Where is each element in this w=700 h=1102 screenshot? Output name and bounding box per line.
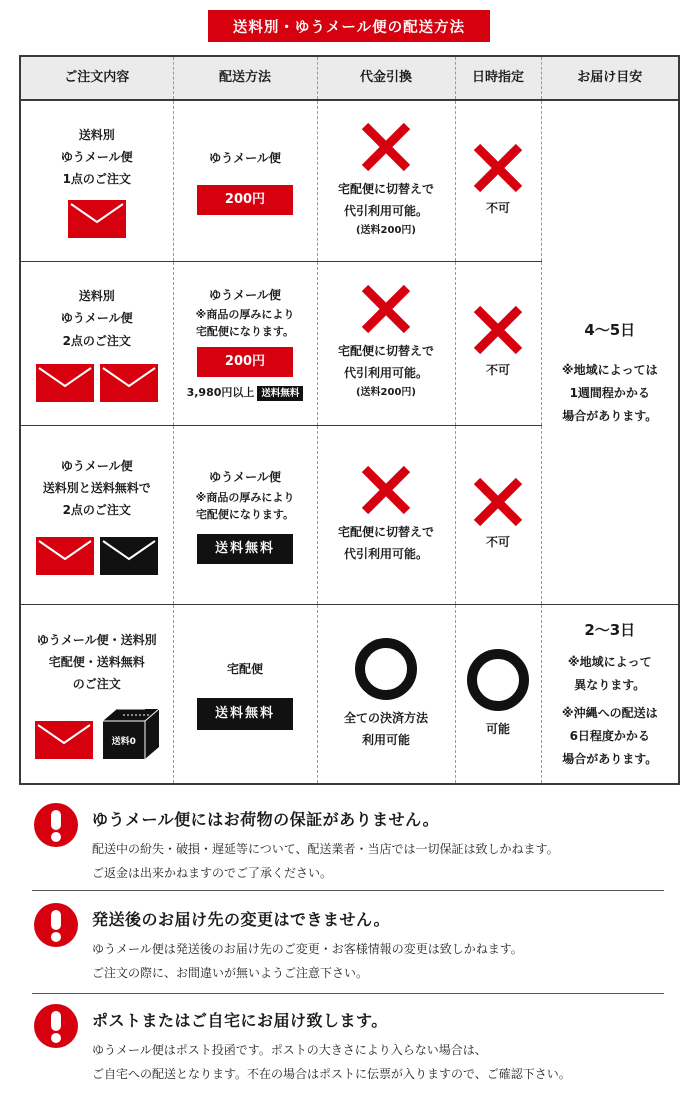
method-note: 宅配便になります。 xyxy=(195,325,295,339)
order-line: のご注文 xyxy=(72,677,121,692)
box-label: 送料0 xyxy=(111,737,136,748)
exclamation-icon xyxy=(34,1004,78,1048)
method-note: 宅配便になります。 xyxy=(195,508,295,522)
cross-icon xyxy=(361,122,411,172)
header-date: 日時指定 xyxy=(455,56,541,100)
order-line: 2点のご注文 xyxy=(62,333,131,348)
order-cell xyxy=(20,426,173,605)
price-box: 200円 xyxy=(197,347,293,377)
date-text: 不可 xyxy=(485,363,510,378)
notice-heading: ゆうメール便にはお荷物の保証がありません。 xyxy=(92,810,440,829)
method-cell xyxy=(173,426,317,605)
cod-text: 宅配便に切替えで xyxy=(337,181,434,196)
cod-text: 全ての決済方法 xyxy=(343,710,428,725)
cod-text: 代引利用可能。 xyxy=(343,547,428,561)
delivery-note: 6日程度かかる xyxy=(569,729,650,744)
red-envelope-icon xyxy=(35,721,93,759)
delivery-note: 1週間程かかる xyxy=(569,385,650,400)
delivery-note: ※沖縄への配送は xyxy=(561,706,658,721)
cross-icon xyxy=(473,305,523,355)
notice-body-line: ゆうメール便はポスト投函です。ポストの大きさにより入らない場合は、 xyxy=(92,1043,487,1057)
order-line: 2点のご注文 xyxy=(62,503,131,518)
delivery-days: 4〜5日 xyxy=(584,321,636,340)
cod-cell xyxy=(317,426,455,605)
order-line: 1点のご注文 xyxy=(62,172,131,187)
method-cell xyxy=(173,100,317,262)
date-cell xyxy=(455,100,541,262)
cod-text: 代引利用可能。 xyxy=(343,366,428,381)
cod-note: (送料200円) xyxy=(355,224,416,236)
delivery-note: ※地域によっては xyxy=(561,363,658,378)
date-text: 不可 xyxy=(485,534,510,549)
delivery-cell-b xyxy=(541,605,679,785)
method-title: ゆうメール便 xyxy=(209,287,281,302)
method-cell xyxy=(173,262,317,426)
delivery-note: ※地域によって xyxy=(567,654,652,669)
delivery-note: 異なります。 xyxy=(574,677,646,692)
header-delivery: お届け目安 xyxy=(541,56,679,100)
price-box: 200円 xyxy=(197,185,293,215)
cod-text: 宅配便に切替えで xyxy=(337,524,434,539)
free-shipping-box: 送料無料 xyxy=(197,534,293,564)
notice-address-change xyxy=(34,903,674,983)
notice-heading: 発送後のお届け先の変更はできません。 xyxy=(92,910,390,929)
shipping-table xyxy=(19,55,680,785)
circle-ok-icon xyxy=(466,648,530,712)
free-shipping-tag: 送料無料 xyxy=(257,386,303,401)
circle-ok-icon xyxy=(354,637,418,701)
cod-text: 宅配便に切替えで xyxy=(337,344,434,359)
cod-cell xyxy=(317,100,455,262)
delivery-note: 場合があります。 xyxy=(562,408,658,423)
order-line: ゆうメール便 xyxy=(60,149,133,164)
header-order: ご注文内容 xyxy=(20,56,173,100)
notice-heading: ポストまたはご自宅にお届け致します。 xyxy=(92,1011,388,1030)
cod-cell xyxy=(317,262,455,426)
date-cell xyxy=(455,262,541,426)
table-row xyxy=(20,605,679,785)
order-line: 宅配便・送料無料 xyxy=(48,654,145,669)
order-line: 送料別 xyxy=(78,127,115,142)
delivery-cell-a xyxy=(541,100,679,605)
notice-warranty xyxy=(34,803,674,883)
free-shipping-box: 送料無料 xyxy=(197,698,293,730)
divider xyxy=(32,890,664,891)
notice-delivery-location xyxy=(34,1004,674,1084)
notice-body-line: ご返金は出来かねますのでご了承ください。 xyxy=(92,866,333,880)
free-threshold: 3,980円以上 xyxy=(186,386,255,400)
cod-cell xyxy=(317,605,455,785)
order-cell xyxy=(20,605,173,785)
cross-icon xyxy=(473,143,523,193)
order-cell xyxy=(20,262,173,426)
order-line: ゆうメール便 xyxy=(60,458,133,473)
red-envelope-icon xyxy=(68,200,126,238)
date-text: 可能 xyxy=(485,721,510,736)
cross-icon xyxy=(361,465,411,515)
red-envelope-icon xyxy=(36,364,94,402)
method-title: 宅配便 xyxy=(226,661,263,676)
delivery-days: 2〜3日 xyxy=(584,621,636,640)
red-envelope-icon xyxy=(100,364,158,402)
order-line: ゆうメール便 xyxy=(60,311,133,326)
notice-body xyxy=(92,837,559,885)
method-note: ※商品の厚みにより xyxy=(195,307,295,321)
delivery-note: 場合があります。 xyxy=(562,752,658,767)
header-method: 配送方法 xyxy=(173,56,317,100)
exclamation-icon xyxy=(34,903,78,947)
notice-body xyxy=(92,937,523,985)
cod-text: 利用可能 xyxy=(361,733,410,747)
order-line: 送料別 xyxy=(78,289,115,304)
order-line: 送料別と送料無料で xyxy=(42,480,151,495)
order-cell xyxy=(20,100,173,262)
cod-note: (送料200円) xyxy=(355,387,416,399)
header-cod: 代金引換 xyxy=(317,56,455,100)
cross-icon xyxy=(361,284,411,334)
date-cell xyxy=(455,605,541,785)
method-title: ゆうメール便 xyxy=(209,150,281,165)
table-header-row xyxy=(20,56,679,100)
method-note: ※商品の厚みにより xyxy=(195,490,295,504)
exclamation-icon xyxy=(34,803,78,847)
box-package xyxy=(103,707,159,759)
notice-body xyxy=(92,1038,571,1086)
notice-body-line: ご自宅への配送となります。不在の場合はポストに伝票が入りますので、ご確認下さい。 xyxy=(92,1067,571,1081)
date-text: 不可 xyxy=(485,200,510,215)
red-envelope-icon xyxy=(36,537,94,575)
notice-body-line: ご注文の際に、お間違いが無いようご注意下さい。 xyxy=(92,966,369,980)
cardboard-box-icon xyxy=(103,707,159,759)
cod-text: 代引利用可能。 xyxy=(343,203,428,218)
method-title: ゆうメール便 xyxy=(209,470,281,485)
date-cell xyxy=(455,426,541,605)
cross-icon xyxy=(473,477,523,527)
table-row xyxy=(20,100,679,262)
method-cell xyxy=(173,605,317,785)
notice-body-line: 配送中の紛失・破損・遅延等について、配送業者・当店では一切保証は致しかねます。 xyxy=(92,842,559,856)
black-envelope-icon xyxy=(100,537,158,575)
order-line: ゆうメール便・送料別 xyxy=(36,632,157,647)
notice-body-line: ゆうメール便は発送後のお届け先のご変更・お客様情報の変更は致しかねます。 xyxy=(92,942,523,956)
divider xyxy=(32,993,664,994)
page-title: 送料別・ゆうメール便の配送方法 xyxy=(208,10,490,42)
